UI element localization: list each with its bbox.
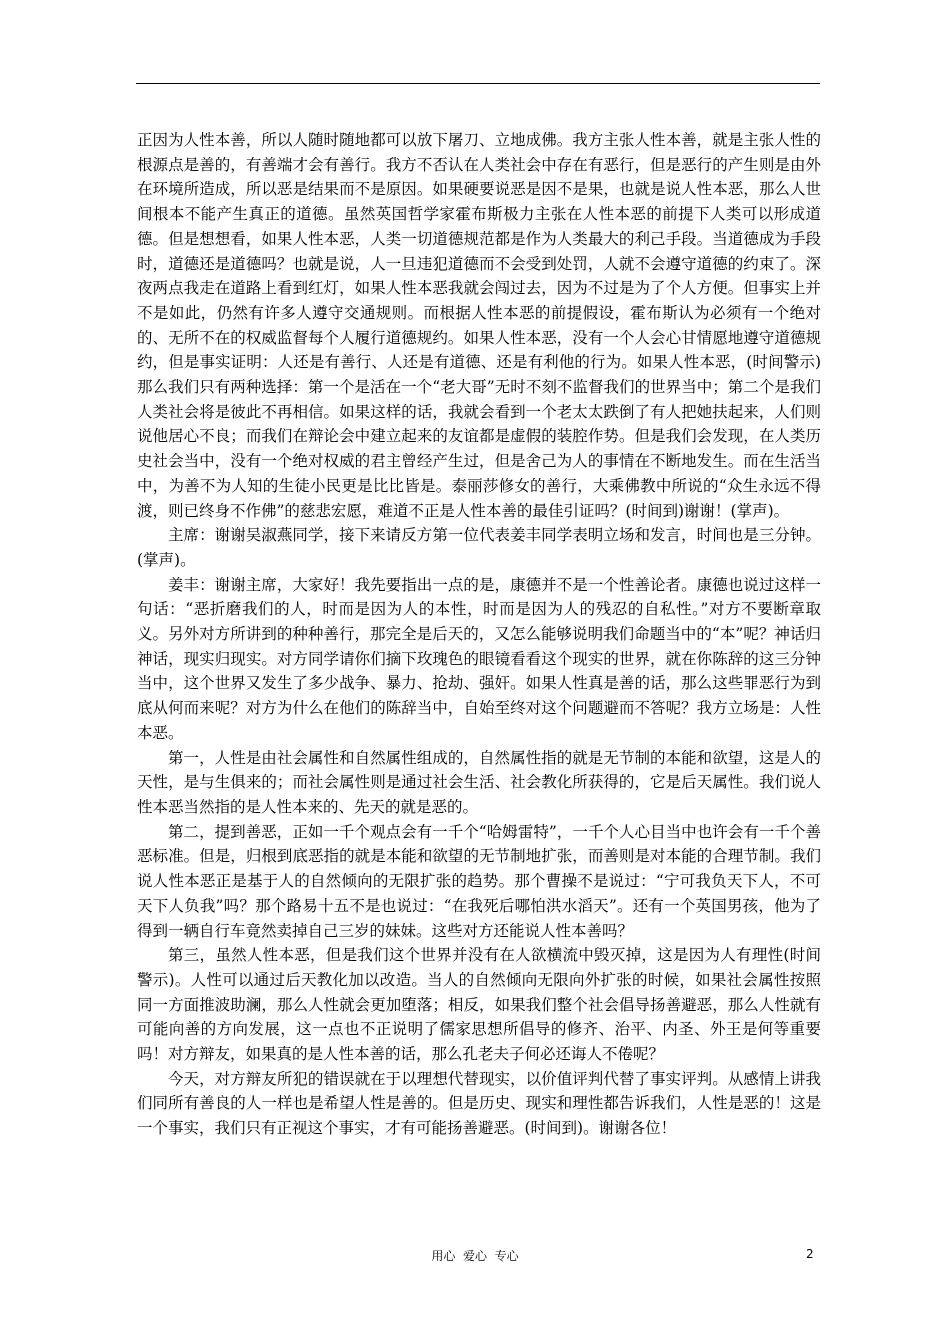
page-footer: 用心 爱心 专心 — [431, 1249, 519, 1263]
document-body — [137, 128, 821, 1141]
paragraph-point-one: 第一，人性是由社会属性和自然属性组成的，自然属性指的就是无节制的本能和欲望，这是人的天性，是与生俱来的；而社会属性则是通过社会生活、社会教化所获得的，它是后天属性。我们说人性本恶当然指的是人性本来的、先天的就是恶的。 — [137, 748, 821, 816]
paragraph-affirmative-speech: 正因为人性本善，所以人随时随地都可以放下屠刀、立地成佛。我方主张人性本善，就是主张人性的根源点是善的，有善端才会有善行。我方不否认在人类社会中存在有恶行，但是恶行的产生则是由外在环境所造成，所以恶是结果而不是原因。如果硬要说恶是因不是果，也就是说人性本恶，那么人世间根本不能产生真正的道德。虽然英国哲学家霍布斯极力主张在人性本恶的前提下人类可以形成道德。但是想想看，如果人性本恶，人类一切道德规范都是作为人类最大的利己手段。当道德成为手段时，道德还是道德吗？也就是说，人一旦违犯道德而不会受到处罚，人就不会遵守道德的约束了。深夜两点我走在道路上看到红灯，如果人性本恶我就会闯过去，因为不过是为了个人方便。但事实上并不是如此，仍然有许多人遵守交通规则。而根据人性本恶的前提假设，霍布斯认为必须有一个绝对的、无所不在的权威监督每个人履行道德规约。如果人性本恶，没有一个人会心甘情愿地遵守道德规约，但是事实证明：人还是有善行、人还是有道德、还是有利他的行为。如果人性本恶，(时间警示)那么我们只有两种选择：第一个是活在一个“老大哥”无时不刻不监督我们的世界当中；第二个是我们人类社会将是彼此不再相信。如果这样的话，我就会看到一个老太太跌倒了有人把她扶起来，人们则说他居心不良；而我们在辩论会中建立起来的友谊都是虚假的装腔作势。但是我们会发现，在人类历史社会当中，没有一个绝对权威的君主曾经产生过，但是舍己为人的事情在不断地发生。而在生活当中，为善不为人知的生徒小民更是比比皆是。泰丽莎修女的善行，大乘佛教中所说的“众生永远不得渡，则已终身不作佛”的慈悲宏愿，难道不正是人性本善的最佳引证吗？(时间到)谢谢！(掌声)。 — [137, 131, 821, 520]
page-number: 2 — [806, 1247, 814, 1261]
paragraph-point-three: 第三，虽然人性本恶，但是我们这个世界并没有在人欲横流中毁灭掉，这是因为人有理性(时间警示)。人性可以通过后天教化加以改造。当人的自然倾向无限向外扩张的时候，如果社会属性按照同一方面推波助澜，那么人性就会更加堕落；相反，如果我们整个社会倡导扬善避恶，那么人性就有可能向善的方向发展，这一点也不正说明了儒家思想所倡导的修齐、治平、内圣、外王是何等重要吗！对方辩友，如果真的是人性本善的话，那么孔老夫子何必还诲人不倦呢？ — [137, 946, 821, 1064]
paragraph-chair-remark: 主席：谢谢吴淑燕同学，接下来请反方第一位代表姜丰同学表明立场和发言，时间也是三分钟。(掌声)。 — [137, 526, 821, 569]
paragraph-negative-opening: 姜丰：谢谢主席，大家好！我先要指出一点的是，康德并不是一个性善论者。康德也说过这样一句话：“恶折磨我们的人，时而是因为人的本性，时而是因为人的残忍的自私性。”对方不要断章取义。另外对方所讲到的种种善行，那完全是后天的，又怎么能够说明我们命题当中的“本”呢？神话归神话，现实归现实。对方同学请你们摘下玫瑰色的眼镜看看这个现实的世界，就在你陈辞的这三分钟当中，这个世界又发生了多少战争、暴力、抢劫、强奸。如果人性真是善的话，那么这些罪恶行为到底从何而来呢？对方为什么在他们的陈辞当中，自始至终对这个问题避而不答呢？我方立场是：人性本恶。 — [137, 575, 821, 742]
header-rule — [136, 83, 820, 84]
paragraph-conclusion: 今天，对方辩友所犯的错误就在于以理想代替现实，以价值评判代替了事实评判。从感情上讲我们同所有善良的人一样也是希望人性是善的。但是历史、现实和理性都告诉我们，人性是恶的！这是一个事实，我们只有正视这个事实，才有可能扬善避恶。(时间到)。谢谢各位！ — [137, 1069, 821, 1138]
paragraph-point-two: 第二，提到善恶，正如一千个观点会有一千个“哈姆雷特”，一千个人心目当中也许会有一千个善恶标准。但是，归根到底恶指的就是本能和欲望的无节制地扩张，而善则是对本能的合理节制。我们说人性本恶正是基于人的自然倾向的无限扩张的趋势。那个曹操不是说过：“宁可我负天下人，不可天下人负我”吗？那个路易十五不是也说过：“在我死后哪怕洪水滔天”。还有一个英国男孩，他为了得到一辆自行车竟然卖掉自己三岁的妹妹。这些对方还能说人性本善吗？ — [137, 822, 821, 940]
